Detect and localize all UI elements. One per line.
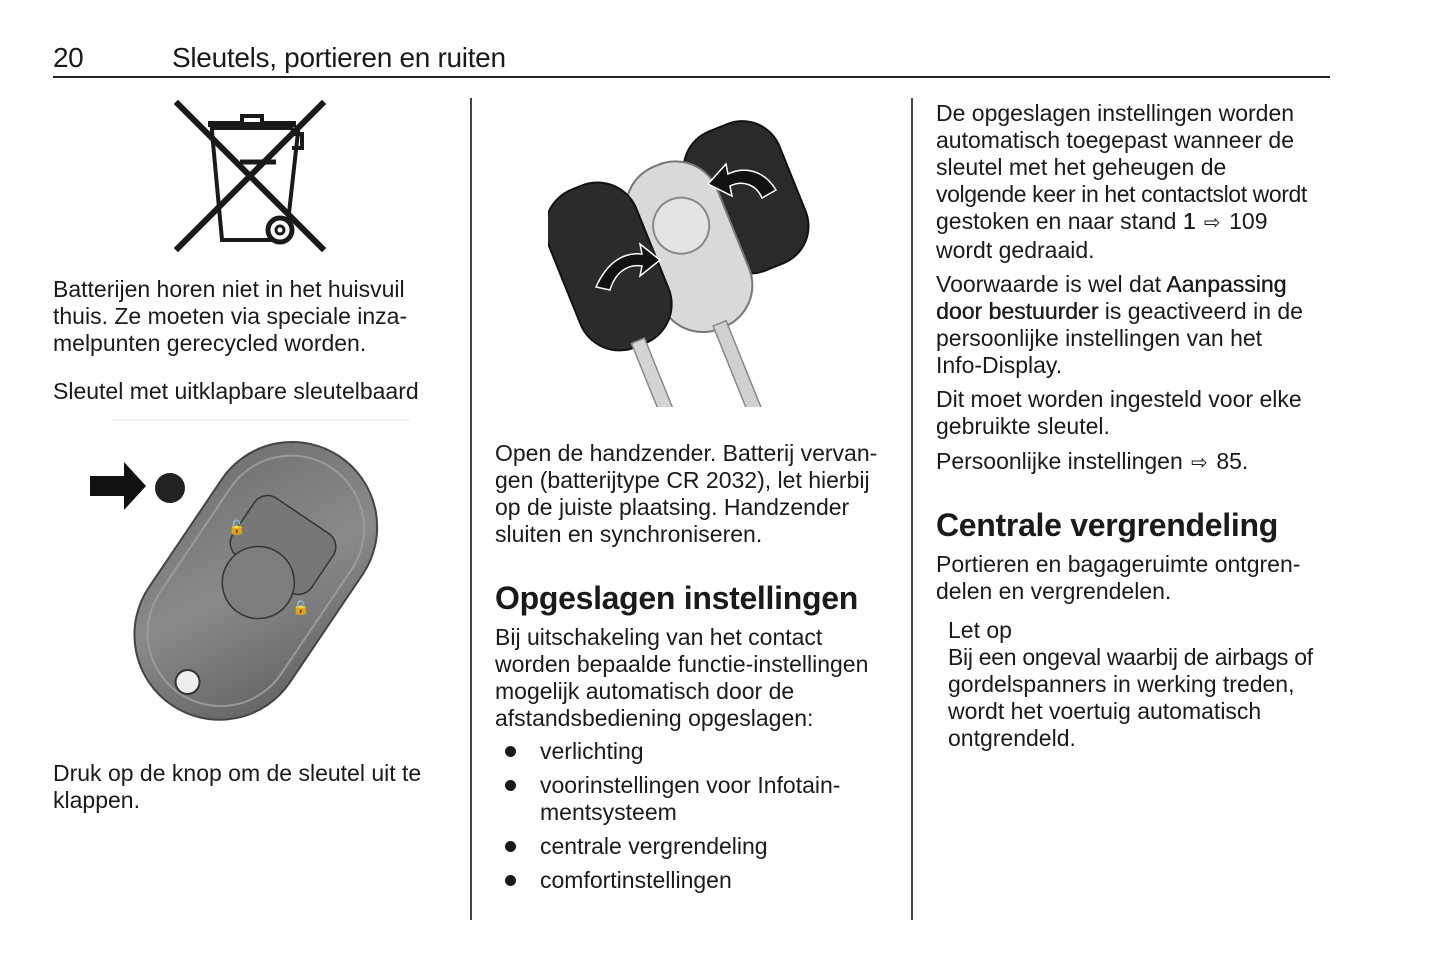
flip-key-figure: [88, 440, 398, 725]
bullet-icon: [505, 746, 516, 757]
note-box: [948, 617, 1338, 752]
svg-text:🔓: 🔓: [228, 520, 246, 536]
section-heading-saved-settings: Opgeslagen instellingen: [495, 580, 858, 616]
key-fob-battery-replacement-icon: [548, 112, 818, 407]
press-button-text: [53, 760, 463, 814]
menu-term: Aanpassing: [1166, 271, 1287, 297]
text-line: klappen.: [53, 787, 140, 813]
text-line: [936, 298, 1336, 325]
figure-separator: [112, 419, 410, 421]
list-item: [495, 738, 895, 765]
text-span: Voorwaarde is wel dat: [936, 271, 1167, 297]
text-line: De opgeslagen instellingen worden: [936, 100, 1295, 126]
bullet-icon: [505, 875, 516, 886]
page-header: [53, 40, 1330, 78]
text-line: Open de handzender. Batterij vervan-: [495, 440, 878, 466]
text-line: melpunten gerecycled worden.: [53, 330, 367, 356]
condition-text: [936, 271, 1336, 379]
menu-term: door bestuurder: [936, 298, 1099, 324]
text-line: worden bepaalde functie-instellingen: [495, 651, 869, 677]
text-line: thuis. Ze moeten via speciale inza-: [53, 303, 408, 329]
text-line: [936, 208, 1336, 237]
central-locking-intro: [936, 551, 1336, 605]
text-line: mogelijk automatisch door de: [495, 678, 795, 704]
applied-settings-text: [936, 100, 1336, 264]
svg-text:🔒: 🔒: [292, 600, 310, 616]
text-line: gordelspanners in werking treden,: [948, 671, 1295, 697]
bullet-icon: [505, 780, 516, 791]
text-line: Dit moet worden ingesteld voor elke: [936, 386, 1302, 412]
text-line: sleutel met het geheugen de: [936, 154, 1227, 180]
saved-settings-list: [495, 738, 895, 901]
chapter-title: Sleutels, portieren en ruiten: [172, 42, 506, 73]
text-span: gestoken en naar stand: [936, 208, 1183, 234]
saved-settings-intro: [495, 624, 895, 732]
text-span: .: [1241, 448, 1249, 474]
battery-replacement-figure: [548, 112, 818, 407]
page-number: 20: [53, 42, 84, 73]
text-line: sluiten en synchroniseren.: [495, 521, 763, 547]
text-line: Bij een ongeval waarbij de airbags of: [948, 644, 1313, 670]
list-item: [495, 867, 895, 894]
crossed-out-wheelie-bin-icon: [172, 100, 328, 252]
subheading-flip-key: Sleutel met uitklapbare sleutelbaard: [53, 378, 419, 404]
text-line: gebruikte sleutel.: [936, 413, 1110, 439]
each-key-text: [936, 386, 1336, 440]
text-line: Portieren en bagageruimte ontgren-: [936, 551, 1301, 577]
list-item-text: voorinstellingen voor Infotain-: [540, 772, 841, 798]
text-line: Batterijen horen niet in het huisvuil: [53, 276, 405, 302]
page-reference-link[interactable]: 109: [1229, 208, 1268, 234]
text-line: wordt het voertuig automatisch: [948, 698, 1262, 724]
list-item-text: comfortinstellingen: [540, 867, 732, 893]
text-line: ontgrendeld.: [948, 725, 1076, 751]
column-divider: [911, 98, 913, 920]
list-item-text: mentsysteem: [540, 799, 677, 825]
column-divider: [470, 98, 472, 920]
page-reference-link[interactable]: 85: [1216, 448, 1242, 474]
note-title: Let op: [948, 617, 1012, 643]
page-reference-arrow-icon: ⇨: [1203, 212, 1221, 234]
text-line: wordt gedraaid.: [936, 237, 1095, 263]
text-span: is geactiveerd in de: [1098, 298, 1303, 324]
battery-disposal-text: [53, 276, 463, 357]
text-line: Bij uitschakeling van het contact: [495, 624, 823, 650]
text-line: op de juiste plaatsing. Handzender: [495, 494, 850, 520]
text-line: [936, 271, 1336, 298]
text-line: automatisch toegepast wanneer de: [936, 127, 1295, 153]
ignition-position: 1: [1182, 208, 1196, 234]
text-line: gen (batterijtype CR 2032), let hierbij: [495, 467, 870, 493]
list-item: [495, 833, 895, 860]
text-line: delen en vergrendelen.: [936, 578, 1172, 604]
recycling-bin-figure: [172, 100, 328, 252]
open-transmitter-text: [495, 440, 895, 548]
text-line: Info-Display.: [936, 352, 1063, 378]
section-heading-central-locking: Centrale vergrendeling: [936, 507, 1278, 543]
text-line: afstandsbediening opgeslagen:: [495, 705, 814, 731]
bullet-icon: [505, 841, 516, 852]
text-line: persoonlijke instellingen van het: [936, 325, 1263, 351]
list-item-text: centrale vergrendeling: [540, 833, 768, 859]
page-reference-arrow-icon: ⇨: [1191, 452, 1208, 474]
text-line: Druk op de knop om de sleutel uit te: [53, 760, 422, 786]
flip-key-fob-icon: [88, 440, 398, 725]
text-span: Persoonlijke instellingen: [936, 448, 1190, 474]
list-item-text: verlichting: [540, 738, 644, 764]
text-line: volgende keer in het contactslot wordt: [936, 181, 1307, 207]
list-item: [495, 772, 895, 826]
personal-settings-reference: [936, 448, 1336, 477]
